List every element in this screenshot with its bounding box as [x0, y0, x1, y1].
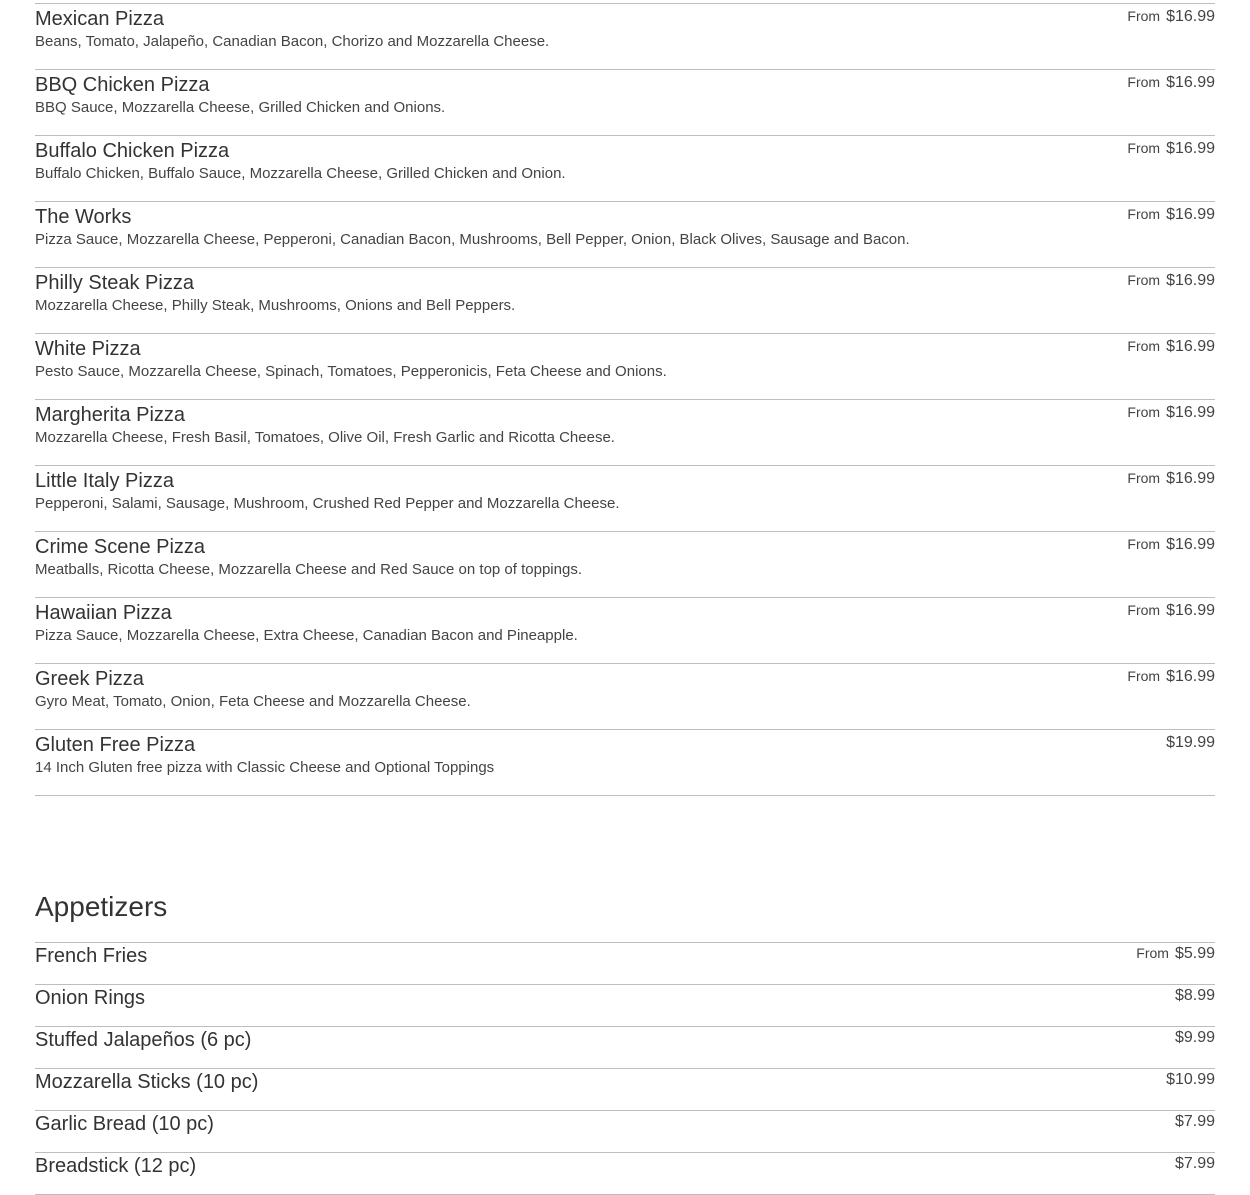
menu-item[interactable] — [35, 598, 1215, 664]
menu-item-price-box — [1166, 1071, 1215, 1089]
menu-item-price-box — [1175, 1113, 1215, 1131]
price-from-label: From — [1127, 470, 1161, 486]
menu-item-description: Buffalo Chicken, Buffalo Sauce, Mozzarella Cheese, Grilled Chicken and Onion. — [35, 165, 566, 182]
menu-item-price-box — [1175, 1155, 1215, 1173]
menu-item-price-box — [1127, 338, 1215, 356]
menu-item-description: Mozzarella Cheese, Philly Steak, Mushrooms, Onions and Bell Peppers. — [35, 297, 516, 314]
menu-item-name: Breadstick (12 pc) — [35, 1155, 197, 1177]
price-from-label: From — [1127, 272, 1161, 288]
menu-item[interactable] — [35, 985, 1215, 1027]
menu-item-description: Beans, Tomato, Jalapeño, Canadian Bacon, Chorizo and Mozzarella Cheese. — [35, 33, 550, 50]
menu-item-price-box — [1175, 1029, 1215, 1047]
menu-item-name: Crime Scene Pizza — [35, 536, 206, 558]
menu-item-price: $16.99 — [1166, 8, 1215, 25]
menu-item-name: Gluten Free Pizza — [35, 734, 196, 756]
menu-item-price: $16.99 — [1166, 206, 1215, 223]
menu-item-name: Garlic Bread (10 pc) — [35, 1113, 214, 1135]
menu-item-price-box — [1175, 987, 1215, 1005]
menu-item[interactable] — [35, 730, 1215, 796]
menu-item[interactable] — [35, 943, 1215, 985]
menu-item-price: $16.99 — [1166, 668, 1215, 685]
menu-item-price-box — [1127, 470, 1215, 488]
menu-item[interactable] — [35, 4, 1215, 70]
price-from-label: From — [1127, 536, 1161, 552]
menu-item[interactable] — [35, 136, 1215, 202]
menu-item-description: Mozzarella Cheese, Fresh Basil, Tomatoes, Olive Oil, Fresh Garlic and Ricotta Cheese. — [35, 429, 615, 446]
menu-item-price: $8.99 — [1174, 987, 1215, 1004]
price-from-label: From — [1127, 206, 1161, 222]
menu-item-description: Meatballs, Ricotta Cheese, Mozzarella Cheese and Red Sauce on top of toppings. — [35, 561, 582, 578]
price-from-label: From — [1127, 602, 1161, 618]
menu-item-description: Pesto Sauce, Mozzarella Cheese, Spinach, Tomatoes, Pepperonicis, Feta Cheese and Onions. — [35, 363, 667, 380]
menu-item[interactable] — [35, 1153, 1215, 1195]
menu-item-name: Mexican Pizza — [35, 8, 164, 30]
menu-item-price-box — [1136, 945, 1215, 963]
appetizer-menu-list — [35, 942, 1215, 1195]
menu-item-price-box — [1127, 74, 1215, 92]
menu-item-name: The Works — [35, 206, 132, 228]
menu-item-description: Pizza Sauce, Mozzarella Cheese, Pepperoni, Canadian Bacon, Mushrooms, Bell Pepper, Onion, Black Olives, Sausage and Bacon. — [35, 231, 910, 248]
menu-item-description: Pizza Sauce, Mozzarella Cheese, Extra Cheese, Canadian Bacon and Pineapple. — [35, 627, 578, 644]
menu-item-name: Stuffed Jalapeños (6 pc) — [35, 1029, 252, 1051]
menu-item-name: Greek Pizza — [35, 668, 144, 690]
price-from-label: From — [1127, 8, 1161, 24]
menu-item[interactable] — [35, 202, 1215, 268]
price-from-label: From — [1127, 404, 1161, 420]
menu-item-price-box — [1166, 734, 1215, 752]
menu-item-name: Margherita Pizza — [35, 404, 186, 426]
menu-item-name: Mozzarella Sticks (10 pc) — [35, 1071, 259, 1093]
menu-item-description: Gyro Meat, Tomato, Onion, Feta Cheese and Mozzarella Cheese. — [35, 693, 471, 710]
menu-item-description: 14 Inch Gluten free pizza with Classic Cheese and Optional Toppings — [35, 759, 495, 776]
menu-item-price: $16.99 — [1166, 74, 1215, 91]
price-from-label: From — [1127, 74, 1161, 90]
menu-item-price-box — [1127, 536, 1215, 554]
menu-item-price: $7.99 — [1174, 1155, 1215, 1172]
menu-item-price: $16.99 — [1166, 602, 1215, 619]
section-title-appetizers: Appetizers — [35, 891, 168, 922]
menu-item-name: Hawaiian Pizza — [35, 602, 172, 624]
price-from-label: From — [1127, 338, 1161, 354]
menu-item-price-box — [1127, 140, 1215, 158]
pizza-menu-list — [35, 0, 1215, 796]
menu-item-price-box — [1127, 668, 1215, 686]
price-from-label: From — [1127, 140, 1161, 156]
menu-item-price-box — [1127, 8, 1215, 26]
menu-item-price: $16.99 — [1166, 272, 1215, 289]
menu-item[interactable] — [35, 664, 1215, 730]
menu-item[interactable] — [35, 1027, 1215, 1069]
menu-item-price: $16.99 — [1166, 404, 1215, 421]
menu-item-price: $5.99 — [1174, 945, 1215, 962]
menu-item-name: Buffalo Chicken Pizza — [35, 140, 230, 162]
menu-item[interactable] — [35, 70, 1215, 136]
menu-item-price: $16.99 — [1166, 338, 1215, 355]
menu-item[interactable] — [35, 334, 1215, 400]
menu-item-name: French Fries — [35, 945, 148, 967]
menu-item[interactable] — [35, 1069, 1215, 1111]
menu-item-name: Little Italy Pizza — [35, 470, 174, 492]
menu-item[interactable] — [35, 400, 1215, 466]
menu-item-name: White Pizza — [35, 338, 141, 360]
menu-item-price: $16.99 — [1166, 140, 1215, 157]
menu-item[interactable] — [35, 532, 1215, 598]
menu-item-price: $9.99 — [1174, 1029, 1215, 1046]
price-from-label: From — [1136, 945, 1169, 961]
menu-item-price: $16.99 — [1166, 536, 1215, 553]
menu-item-description: BBQ Sauce, Mozzarella Cheese, Grilled Chicken and Onions. — [35, 99, 446, 116]
menu-item-description: Pepperoni, Salami, Sausage, Mushroom, Crushed Red Pepper and Mozzarella Cheese. — [35, 495, 620, 512]
menu-item-name: Onion Rings — [35, 987, 146, 1009]
menu-item-price-box — [1127, 206, 1215, 224]
menu-item-price: $7.99 — [1174, 1113, 1215, 1130]
menu-item-price-box — [1127, 602, 1215, 620]
menu-item-price: $10.99 — [1166, 1071, 1215, 1088]
menu-item-name: Philly Steak Pizza — [35, 272, 194, 294]
menu-item[interactable] — [35, 466, 1215, 532]
menu-item-name: BBQ Chicken Pizza — [35, 74, 210, 96]
menu-item-price-box — [1127, 272, 1215, 290]
price-from-label: From — [1127, 668, 1161, 684]
menu-item-price: $19.99 — [1166, 734, 1215, 751]
menu-item-price-box — [1127, 404, 1215, 422]
menu-item-price: $16.99 — [1166, 470, 1215, 487]
menu-item[interactable] — [35, 268, 1215, 334]
menu-item[interactable] — [35, 1111, 1215, 1153]
